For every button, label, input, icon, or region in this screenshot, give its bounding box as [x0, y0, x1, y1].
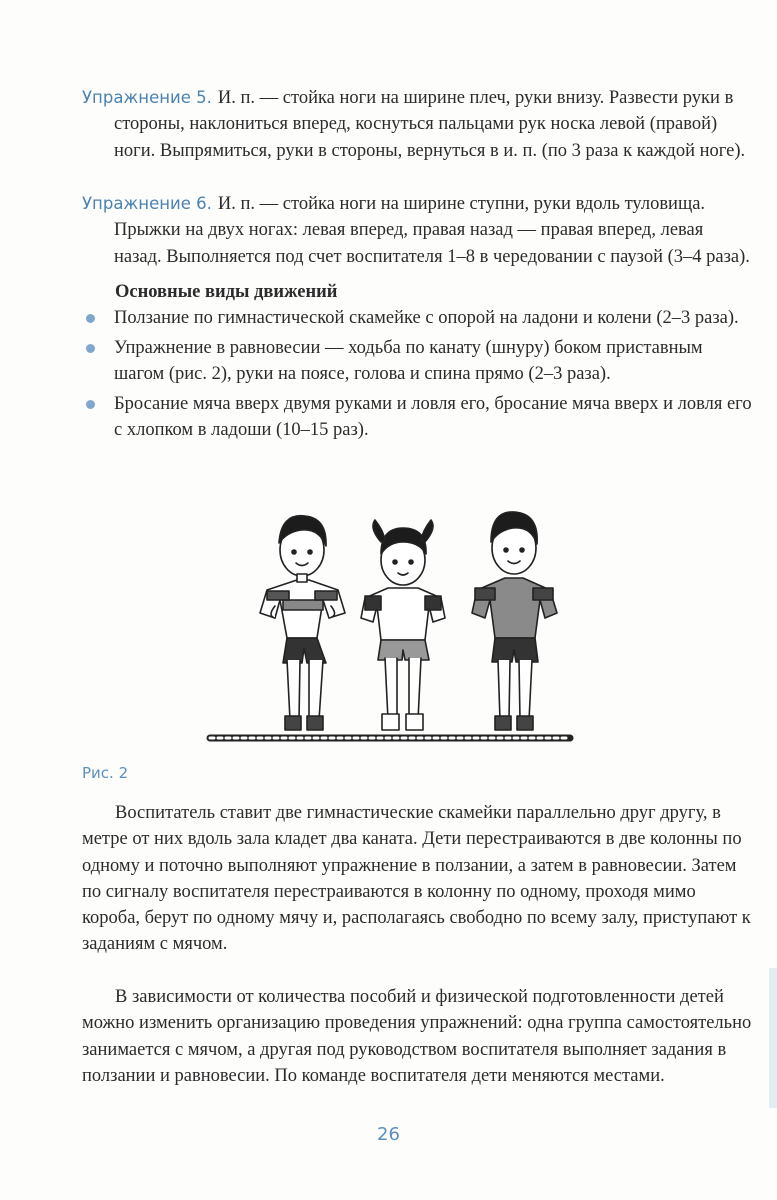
child-boy-left-icon: [260, 516, 345, 730]
list-item: Бросание мяча вверх двумя руками и ловля его, бросание мяча вверх и ловля его с хлопком в ладоши (10–15 раз).: [82, 391, 754, 444]
exercise-6-label: Упражнение 6.: [82, 193, 212, 213]
exercise-5-text: И. п. — стойка ноги на ширине плеч, руки внизу. Развести руки в стороны, наклониться вперед, коснуться пальцами рук носка левой (правой) ноги. Выпрямиться, руки в стороны, вернуться в и. п. (по 3 раза к каждой ноге).: [114, 87, 746, 161]
exercise-5-label: Упражнение 5.: [82, 87, 212, 107]
bullet-icon: [86, 314, 95, 323]
paragraph-1: Воспитатель ставит две гимнастические скамейки параллельно друг другу, в метре от них вдоль зала кладет два каната. Дети перестраиваются в две колонны по одному и поточно выполняют упражнение в ползании, а затем в равновесии. Затем по сигналу воспитателя перестраиваются в колонну по одному, проходя мимо короба, берут по одному мячу и, располагаясь свободно по всему залу, приступают к заданиям с мячом.: [82, 803, 751, 955]
child-girl-middle-icon: [361, 520, 445, 730]
child-boy-right-icon: [472, 512, 557, 730]
page-edge-tab: [769, 968, 777, 1108]
bullet-icon: [86, 344, 95, 353]
main-movements-list: [82, 305, 754, 447]
children-on-rope-illustration: [205, 488, 575, 753]
figure-caption: Рис. 2: [82, 764, 129, 782]
exercise-5: [82, 85, 754, 165]
exercise-6: [82, 191, 754, 271]
list-item: Ползание по гимнастической скамейке с опорой на ладони и колени (2–3 раза).: [82, 305, 754, 332]
paragraph-2: В зависимости от количества пособий и физической подготовленности детей можно изменить организацию проведения упражнений: одна группа самостоятельно занимается с мячом, а другая под руководством воспитателя выполняет задания в ползании и равновесии. По команде воспитателя дети меняются местами.: [82, 987, 752, 1086]
exercise-6-text: И. п. — стойка ноги на ширине ступни, руки вдоль туловища. Прыжки на двух ногах: левая вперед, правая назад — правая вперед, левая назад. Выполняется под счет воспитателя 1–8 в чередовании с паузой (3–4 раза).: [114, 193, 750, 267]
main-movements-heading: Основные виды движений: [115, 282, 338, 302]
list-item: Упражнение в равновесии — ходьба по канату (шнуру) боком приставным шагом (рис. 2), руки на поясе, голова и спина прямо (2–3 раза).: [82, 335, 754, 388]
bullet-icon: [86, 400, 95, 409]
page-number: 26: [377, 1124, 400, 1145]
